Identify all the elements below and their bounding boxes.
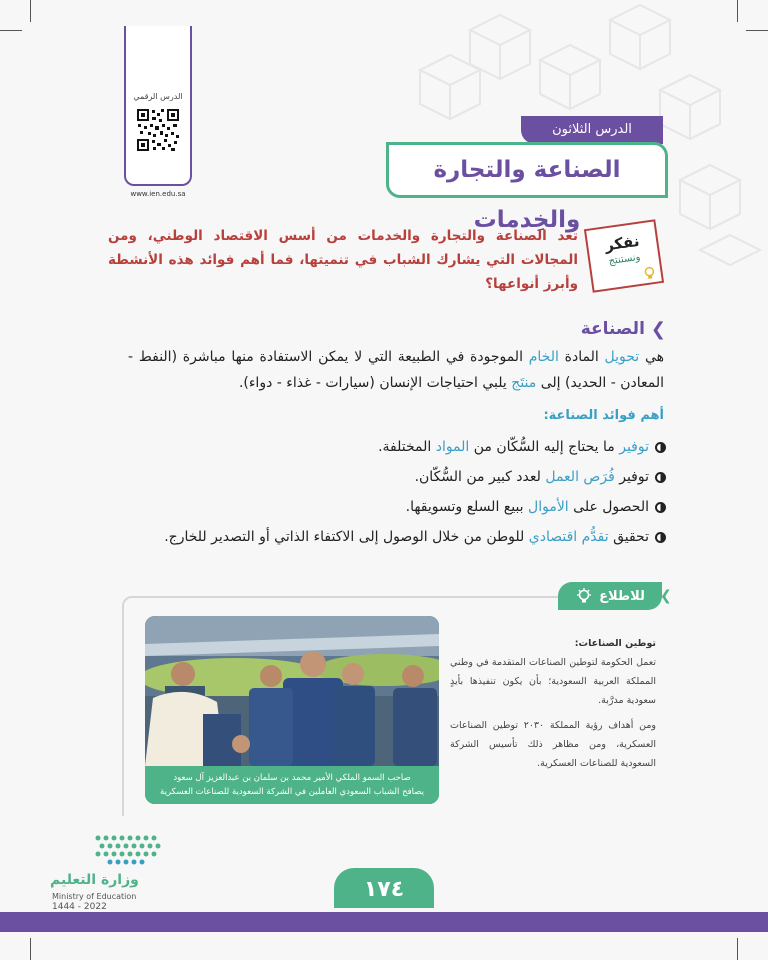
localization-info-text [450, 634, 656, 779]
benefit-highlight: المواد [435, 439, 470, 455]
definition-text: المادة [558, 349, 605, 365]
think-badge-subtitle: ونستنتج [607, 251, 642, 268]
crop-mark [737, 0, 738, 22]
benefit-highlight: توفير [619, 439, 649, 455]
benefit-text-part: المختلفة. [378, 439, 436, 455]
list-item [126, 432, 666, 462]
benefit-text-part: توفير [614, 469, 649, 485]
lightbulb-icon [575, 587, 593, 605]
info-tab-label: للاطلاع [599, 588, 645, 604]
page-number: ١٧٤ [334, 868, 434, 908]
crop-mark [737, 938, 738, 960]
industry-definition [128, 344, 664, 396]
benefit-text [406, 492, 649, 522]
benefit-text-part: الحصول على [568, 499, 649, 515]
benefits-heading: أهم فوائد الصناعة: [543, 408, 664, 423]
benefit-text [378, 432, 649, 462]
edition-year: 2022 - 1444 [52, 902, 107, 912]
definition-text: هي [639, 349, 664, 365]
benefit-text-part: تحقيق [608, 529, 649, 545]
benefit-highlight: الأموال [528, 499, 569, 515]
benefit-text-part: للوطن من خلال الوصول إلى الاكتفاء الذاتي أو التصدير للخارج. [164, 529, 529, 545]
chevron-right-icon: ❯ [650, 318, 666, 340]
lesson-number-banner: الدرس الثلاثون [521, 116, 663, 144]
list-item [126, 492, 666, 522]
benefit-text-part: لعدد كبير من السُّكّان. [414, 469, 546, 485]
benefit-text-part: ببيع السلع وتسويقها. [405, 499, 529, 515]
crop-mark [30, 0, 31, 22]
half-circle-bullet-icon [655, 532, 666, 543]
industry-section-heading [581, 316, 666, 342]
lesson-title: الصناعة والتجارة والخِدمات [386, 142, 668, 198]
think-badge-title: نفكر [603, 231, 641, 255]
ministry-logo-dots [92, 832, 164, 866]
think-question-text: تعد الصناعة والتجارة والخدمات من أسس الاقتصاد الوطني، ومن المجالات التي يشارك الشباب في تنميتها، فما أهم فوائد هذه الأنشطة وأبرز أنواعها؟ [108, 228, 578, 292]
half-circle-bullet-icon [655, 442, 666, 453]
caption-line: يصافح الشباب السعودي العاملين في الشركة السعودية للصناعات العسكرية [160, 787, 424, 797]
definition-text: الموجودة في الطبيعة التي لا يمكن الاستفادة منها مباشرة (النفط - المعادن - الحديد) إلى [128, 349, 664, 391]
crop-mark [0, 30, 22, 31]
qr-label: الدرس الرقمي [133, 92, 183, 101]
caption-line: صاحب السمو الملكي الأمير محمد بن سلمان بن عبدالعزيز آل سعود [173, 773, 411, 783]
qr-url[interactable]: www.ien.edu.sa [130, 190, 186, 198]
half-circle-bullet-icon [655, 472, 666, 483]
lightbulb-icon [642, 265, 658, 281]
definition-highlight: الخام [528, 349, 559, 365]
benefit-text [164, 522, 649, 552]
crop-mark [746, 30, 768, 31]
benefits-list [126, 432, 666, 552]
digital-lesson-qr-tab[interactable] [124, 26, 192, 198]
industry-heading-text: الصناعة [580, 319, 645, 339]
think-and-conclude-badge [584, 219, 664, 292]
benefit-highlight: فُرَص العمل [545, 469, 615, 485]
list-item [126, 462, 666, 492]
qr-code-icon[interactable] [136, 108, 180, 152]
list-item [126, 522, 666, 552]
benefit-text [415, 462, 649, 492]
footer-band [0, 912, 768, 932]
benefit-highlight: تقدُّم اقتصادي [528, 529, 609, 545]
chevron-right-icon: ❯ [660, 588, 672, 604]
definition-highlight: منتَج [511, 375, 537, 391]
definition-text: يلبي احتياجات الإنسان (سيارات - غذاء - دواء). [238, 375, 512, 391]
info-paragraph: تعمل الحكومة لتوطين الصناعات المتقدمة في وطني المملكة العربية السعودية؛ بأن يكون تنفيذها بأيدٍ سعودية مدرَّبة. [450, 657, 656, 706]
ministry-name-arabic: وزارة التعليم [50, 872, 139, 888]
ministry-name-english: Ministry of Education [52, 892, 137, 901]
crop-mark [30, 938, 31, 960]
for-your-information-tab [558, 582, 662, 610]
photo-caption [145, 766, 439, 804]
benefit-text-part: ما يحتاج إليه السُّكّان من [469, 439, 620, 455]
info-heading: توطين الصناعات: [574, 638, 656, 649]
definition-highlight: تحويل [604, 349, 640, 365]
half-circle-bullet-icon [655, 502, 666, 513]
info-paragraph: ومن أهداف رؤية المملكة ٢٠٣٠ توطين الصناعات العسكرية، ومن مظاهر ذلك تأسيس الشركة السعودية للصناعات العسكرية. [450, 720, 656, 769]
